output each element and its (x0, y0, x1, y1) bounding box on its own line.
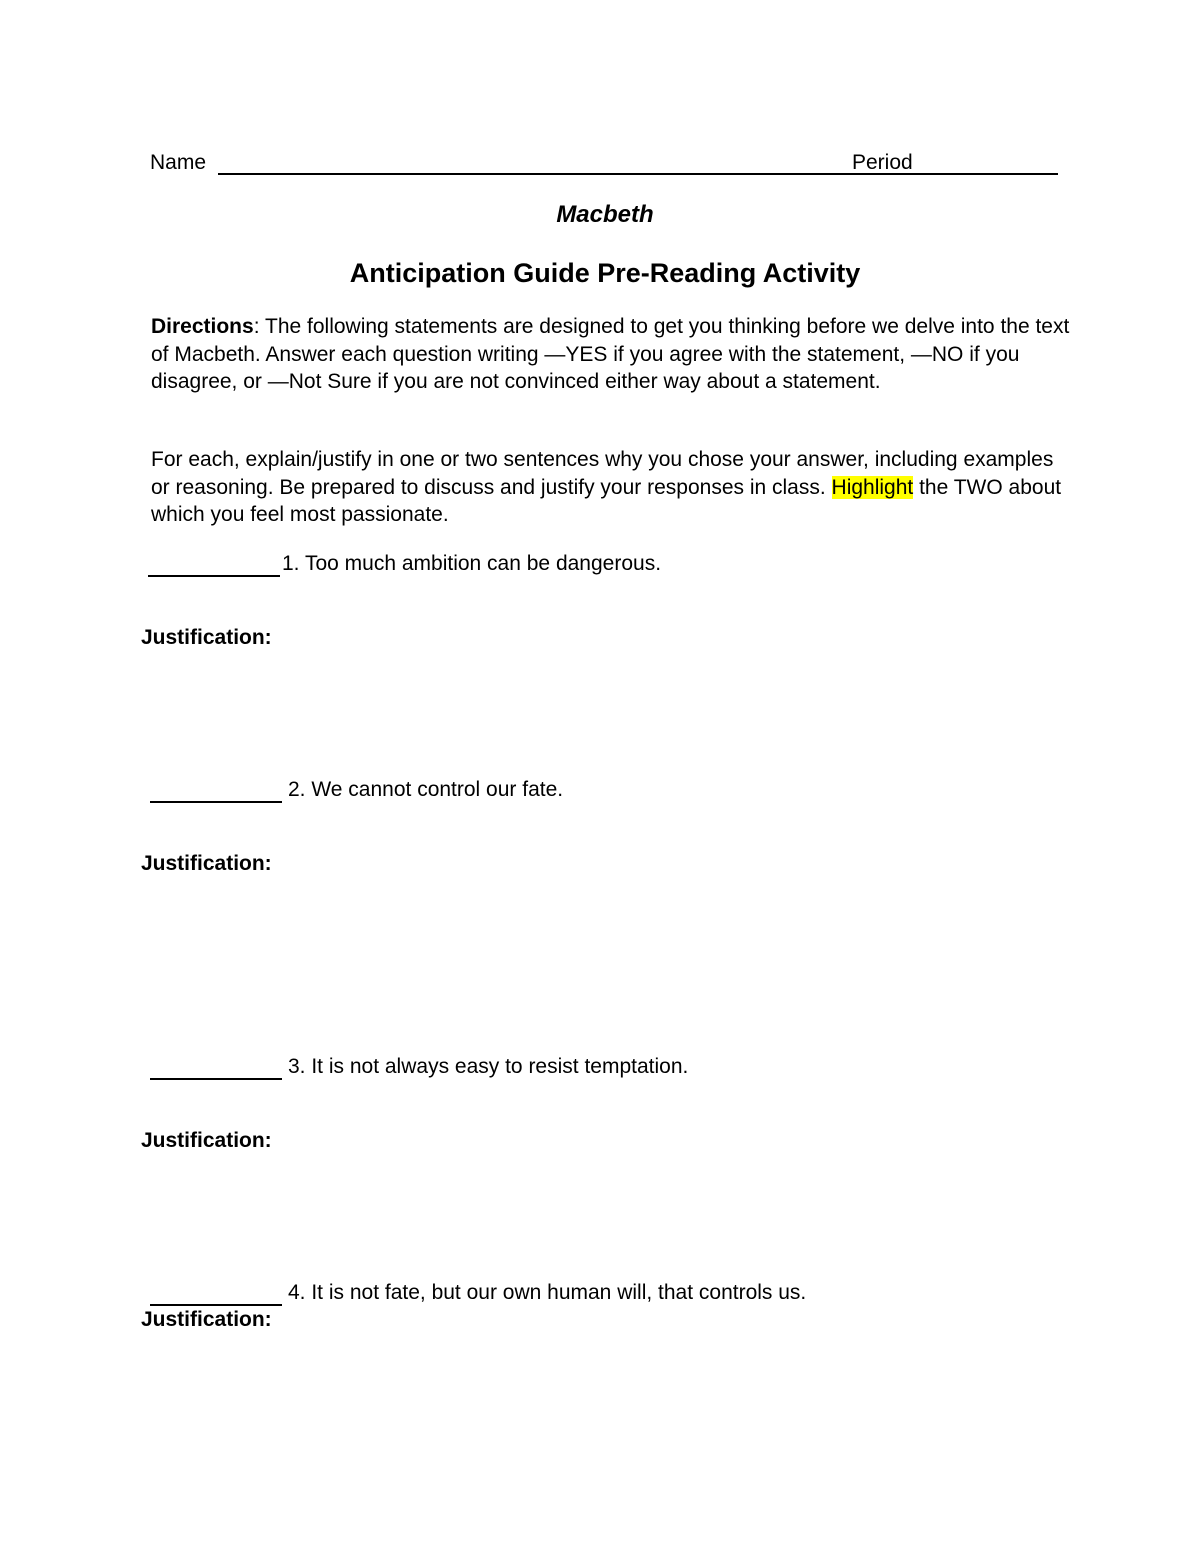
answer-blank-4 (150, 1284, 282, 1306)
directions-paragraph (151, 313, 1071, 396)
statement-3 (150, 1054, 688, 1080)
header-row (150, 150, 1060, 178)
statement-1-text: 1. Too much ambition can be dangerous. (282, 552, 662, 575)
justification-label-4: Justification: (141, 1308, 272, 1331)
directions-label: Directions (151, 315, 254, 338)
instructions-paragraph (151, 446, 1071, 529)
statement-4 (150, 1280, 806, 1306)
answer-blank-3 (150, 1058, 282, 1080)
play-title: Macbeth (556, 201, 654, 228)
statement-2 (150, 777, 563, 803)
justification-label-1: Justification: (141, 626, 272, 649)
period-label: Period (852, 151, 913, 174)
statement-3-text: 3. It is not always easy to resist temptation. (288, 1055, 689, 1078)
instructions-text: For each, explain/justify in one or two sentences why you chose your answer, including examples or reasoning. Be prepared to discuss and justify your responses in class. (151, 448, 1054, 499)
highlight-instruction: the TWO about which you feel most passionate. (151, 475, 1062, 526)
answer-blank-2 (150, 781, 282, 803)
statement-1 (148, 551, 661, 577)
activity-title: Anticipation Guide Pre-Reading Activity (349, 258, 861, 288)
answer-blank-1 (148, 555, 280, 577)
period-blank-line (926, 173, 1058, 175)
justification-label-2: Justification: (141, 852, 272, 875)
justification-label-3: Justification: (141, 1129, 272, 1152)
statement-4-text: 4. It is not fate, but our own human will, that controls us. (288, 1281, 807, 1304)
name-label: Name (150, 151, 207, 174)
statement-2-text: 2. We cannot control our fate. (288, 778, 564, 801)
highlight-word: Highlight (831, 475, 914, 499)
directions-text: : The following statements are designed to get you thinking before we delve into the text of Macbeth. Answer each question writing —YES if you agree with the statement, —NO if you disagree, or —Not Sure if you are not convinced either way about a statement. (151, 315, 1070, 393)
